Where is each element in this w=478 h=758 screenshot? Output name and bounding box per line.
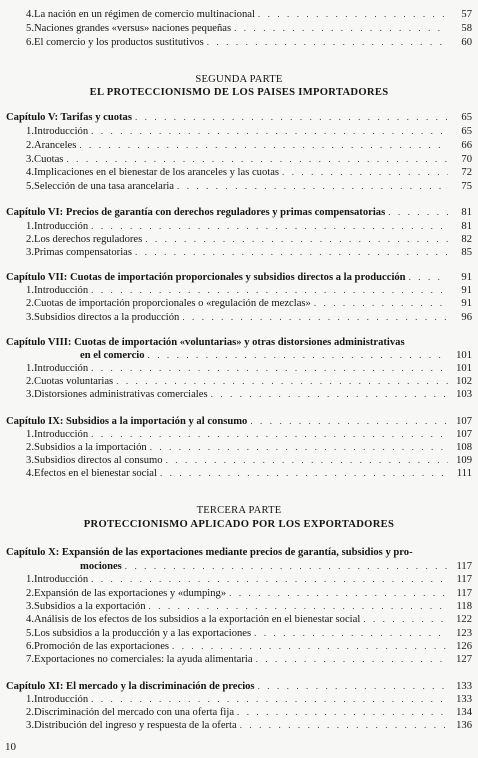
item-title: Análisis de los efectos de los subsidios a la exportación en el bienestar social	[34, 614, 361, 625]
item-title: Introducción	[34, 574, 89, 585]
item-page: 75	[461, 181, 472, 192]
dot-leader	[258, 8, 448, 21]
dot-leader	[363, 613, 448, 626]
dot-leader	[207, 36, 448, 49]
toc-item	[0, 719, 478, 732]
item-title: Subsidios directos al consumo	[34, 455, 163, 466]
item-title: Distribución del ingreso y respuesta de la oferta	[34, 720, 237, 731]
item-title: Expansión de las exportaciones y «dumping»	[34, 588, 227, 599]
chapter-title-continued: en el comercio	[80, 350, 145, 361]
dot-leader	[211, 388, 448, 401]
dot-leader	[135, 246, 448, 259]
chapter-heading	[0, 680, 478, 693]
toc-item	[0, 640, 478, 653]
toc-item	[0, 653, 478, 666]
chapter-heading	[0, 271, 478, 284]
dot-leader	[166, 454, 448, 467]
item-page: 117	[456, 574, 472, 585]
toc-item	[0, 454, 478, 467]
toc-item	[0, 311, 478, 324]
part-title: EL PROTECCIONISMO DE LOS PAISES IMPORTADORES	[89, 87, 389, 98]
item-number: 3.	[26, 389, 34, 400]
item-page: 134	[456, 707, 472, 718]
item-page: 82	[461, 234, 472, 245]
dot-leader	[229, 587, 448, 600]
item-number: 2.	[26, 298, 34, 309]
item-title: Los subsidios a la producción y a las exportaciones	[34, 628, 252, 639]
dot-leader	[282, 166, 448, 179]
toc-item	[0, 627, 478, 640]
dot-leader	[250, 415, 448, 428]
toc-item	[0, 180, 478, 193]
item-number: 1.	[26, 694, 34, 705]
chapter-title: Capítulo XI: El mercado y la discriminación de precios	[6, 681, 255, 692]
item-page: 72	[461, 167, 472, 178]
item-title: Cuotas de importación proporcionales o «regulación de mezclas»	[34, 298, 311, 309]
item-page: 133	[456, 694, 472, 705]
chapter-heading-continued	[0, 349, 478, 362]
item-page: 66	[461, 140, 472, 151]
item-page: 123	[456, 628, 472, 639]
toc-item	[0, 375, 478, 388]
item-number: 2.	[26, 234, 34, 245]
dot-leader	[91, 362, 448, 375]
item-title: Introducción	[34, 363, 89, 374]
item-page: 91	[461, 298, 472, 309]
item-page: 122	[456, 614, 472, 625]
dot-leader	[150, 441, 448, 454]
item-title: Introducción	[34, 126, 89, 137]
dot-leader	[388, 206, 448, 219]
item-page: 60	[461, 37, 472, 48]
item-page: 57	[461, 9, 472, 20]
item-number: 2.	[26, 376, 34, 387]
item-title: Introducción	[34, 285, 89, 296]
item-title: Discriminación del mercado con una oferta fija	[34, 707, 235, 718]
dot-leader	[237, 706, 448, 719]
item-title: Subsidios a la importación	[34, 442, 147, 453]
item-number: 1.	[26, 221, 34, 232]
item-page: 58	[461, 23, 472, 34]
dot-leader	[258, 680, 448, 693]
item-number: 4.	[26, 167, 34, 178]
item-number: 3.	[26, 455, 34, 466]
item-title: Subsidios a la exportación	[34, 601, 146, 612]
item-title: Promoción de las exportaciones	[34, 641, 170, 652]
toc-item	[0, 428, 478, 441]
item-number: 2.	[26, 588, 34, 599]
chapter-title: Capítulo VI: Precios de garantía con derechos reguladores y primas compensatorias	[6, 207, 386, 218]
item-number: 5.	[26, 23, 34, 34]
item-page: 126	[456, 641, 472, 652]
chapter-title: Capítulo VII: Cuotas de importación proporcionales y subsidios directos a la producción	[6, 272, 406, 283]
item-number: 4.	[26, 614, 34, 625]
dot-leader	[79, 139, 448, 152]
item-page: 70	[461, 154, 472, 165]
toc-item	[0, 166, 478, 179]
item-number: 6.	[26, 641, 34, 652]
chapter-heading-continued	[0, 560, 478, 573]
item-number: 7.	[26, 654, 34, 665]
dot-leader	[240, 719, 448, 732]
toc-item	[0, 153, 478, 166]
dot-leader	[91, 693, 448, 706]
dot-leader	[91, 125, 448, 138]
chapter-page: 91	[461, 272, 472, 283]
item-number: 6.	[26, 37, 34, 48]
toc-item	[0, 284, 478, 297]
toc-item	[0, 441, 478, 454]
toc-item	[0, 220, 478, 233]
chapter-page: 107	[456, 416, 472, 427]
item-number: 3.	[26, 601, 34, 612]
item-title: Los derechos reguladores	[34, 234, 143, 245]
dot-leader	[125, 560, 448, 573]
chapter-heading	[0, 111, 478, 124]
item-number: 3.	[26, 154, 34, 165]
item-page: 108	[456, 442, 472, 453]
item-number: 1.	[26, 363, 34, 374]
item-number: 4.	[26, 468, 34, 479]
dot-leader	[91, 284, 448, 297]
item-number: 3.	[26, 312, 34, 323]
dot-leader	[254, 627, 448, 640]
dot-leader	[91, 428, 448, 441]
item-title: Introducción	[34, 429, 89, 440]
toc-item	[0, 613, 478, 626]
item-number: 2.	[26, 707, 34, 718]
chapter-heading	[0, 336, 478, 349]
chapter-heading	[0, 415, 478, 428]
item-number: 1.	[26, 285, 34, 296]
toc-item	[0, 8, 478, 21]
item-number: 1.	[26, 574, 34, 585]
item-page: 111	[456, 468, 472, 479]
item-page: 109	[456, 455, 472, 466]
chapter-title: Capítulo IX: Subsidios a la importación y al consumo	[6, 416, 248, 427]
item-title: El comercio y los productos sustitutivos	[34, 37, 204, 48]
item-title: Introducción	[34, 694, 89, 705]
item-title: Aranceles	[34, 140, 77, 151]
dot-leader	[91, 220, 448, 233]
toc-item	[0, 297, 478, 310]
item-page: 85	[461, 247, 472, 258]
item-title: Exportaciones no comerciales: la ayuda alimentaria	[34, 654, 253, 665]
chapter-title-continued: mociones	[80, 561, 122, 572]
item-title: Distorsiones administrativas comerciales	[34, 389, 208, 400]
chapter-page: 81	[461, 207, 472, 218]
item-number: 5.	[26, 181, 34, 192]
item-number: 2.	[26, 442, 34, 453]
dot-leader	[409, 271, 448, 284]
toc-item	[0, 233, 478, 246]
item-page: 127	[456, 654, 472, 665]
item-title: Cuotas	[34, 154, 64, 165]
chapter-title: Capítulo X: Expansión de las exportaciones mediante precios de garantía, subsidios y pro-	[6, 547, 413, 558]
item-page: 107	[456, 429, 472, 440]
item-number: 4.	[26, 9, 34, 20]
dot-leader	[148, 349, 448, 362]
page-number: 10	[5, 741, 16, 753]
dot-leader	[256, 653, 448, 666]
toc-item	[0, 693, 478, 706]
chapter-page: 65	[461, 112, 472, 123]
toc-item	[0, 139, 478, 152]
dot-leader	[135, 111, 448, 124]
part-label: SEGUNDA PARTE	[195, 74, 283, 85]
toc-item	[0, 22, 478, 35]
toc-item	[0, 125, 478, 138]
toc-item	[0, 573, 478, 586]
toc-item	[0, 36, 478, 49]
item-number: 3.	[26, 720, 34, 731]
item-number: 5.	[26, 628, 34, 639]
chapter-page: 133	[456, 681, 472, 692]
part-label: TERCERA PARTE	[196, 505, 282, 516]
toc-item	[0, 587, 478, 600]
item-title: Subsidios directos a la producción	[34, 312, 180, 323]
item-title: Efectos en el bienestar social	[34, 468, 157, 479]
item-page: 65	[461, 126, 472, 137]
item-number: 1.	[26, 126, 34, 137]
toc-item	[0, 246, 478, 259]
toc-item	[0, 467, 478, 480]
dot-leader	[91, 573, 448, 586]
dot-leader	[234, 22, 448, 35]
dot-leader	[116, 375, 448, 388]
chapter-heading	[0, 546, 478, 559]
item-title: Cuotas voluntarias	[34, 376, 114, 387]
item-page: 96	[461, 312, 472, 323]
dot-leader	[182, 311, 448, 324]
item-page: 136	[456, 720, 472, 731]
chapter-heading	[0, 206, 478, 219]
item-title: Primas compensatorias	[34, 247, 132, 258]
chapter-title: Capítulo VIII: Cuotas de importación «voluntarias» y otras distorsiones administrativas	[6, 337, 405, 348]
dot-leader	[172, 640, 448, 653]
dot-leader	[66, 153, 448, 166]
item-page: 101	[456, 363, 472, 374]
dot-leader	[160, 467, 448, 480]
item-title: Selección de una tasa arancelaria	[34, 181, 174, 192]
dot-leader	[177, 180, 448, 193]
item-page: 102	[456, 376, 472, 387]
item-title: La nación en un régimen de comercio multinacional	[34, 9, 255, 20]
item-title: Naciones grandes «versus» naciones pequeñas	[34, 23, 232, 34]
item-title: Implicaciones en el bienestar de los aranceles y las cuotas	[34, 167, 280, 178]
item-number: 1.	[26, 429, 34, 440]
item-page: 118	[456, 601, 472, 612]
chapter-page: 117	[456, 561, 472, 572]
item-number: 3.	[26, 247, 34, 258]
part-title: PROTECCIONISMO APLICADO POR LOS EXPORTADORES	[83, 519, 395, 530]
item-title: Introducción	[34, 221, 89, 232]
item-page: 81	[461, 221, 472, 232]
chapter-title: Capítulo V: Tarifas y cuotas	[6, 112, 132, 123]
item-number: 2.	[26, 140, 34, 151]
chapter-page: 101	[456, 350, 472, 361]
toc-item	[0, 362, 478, 375]
toc-item	[0, 706, 478, 719]
item-page: 117	[456, 588, 472, 599]
dot-leader	[145, 233, 448, 246]
dot-leader	[149, 600, 448, 613]
toc-item	[0, 388, 478, 401]
item-page: 91	[461, 285, 472, 296]
item-page: 103	[456, 389, 472, 400]
toc-item	[0, 600, 478, 613]
dot-leader	[314, 297, 448, 310]
